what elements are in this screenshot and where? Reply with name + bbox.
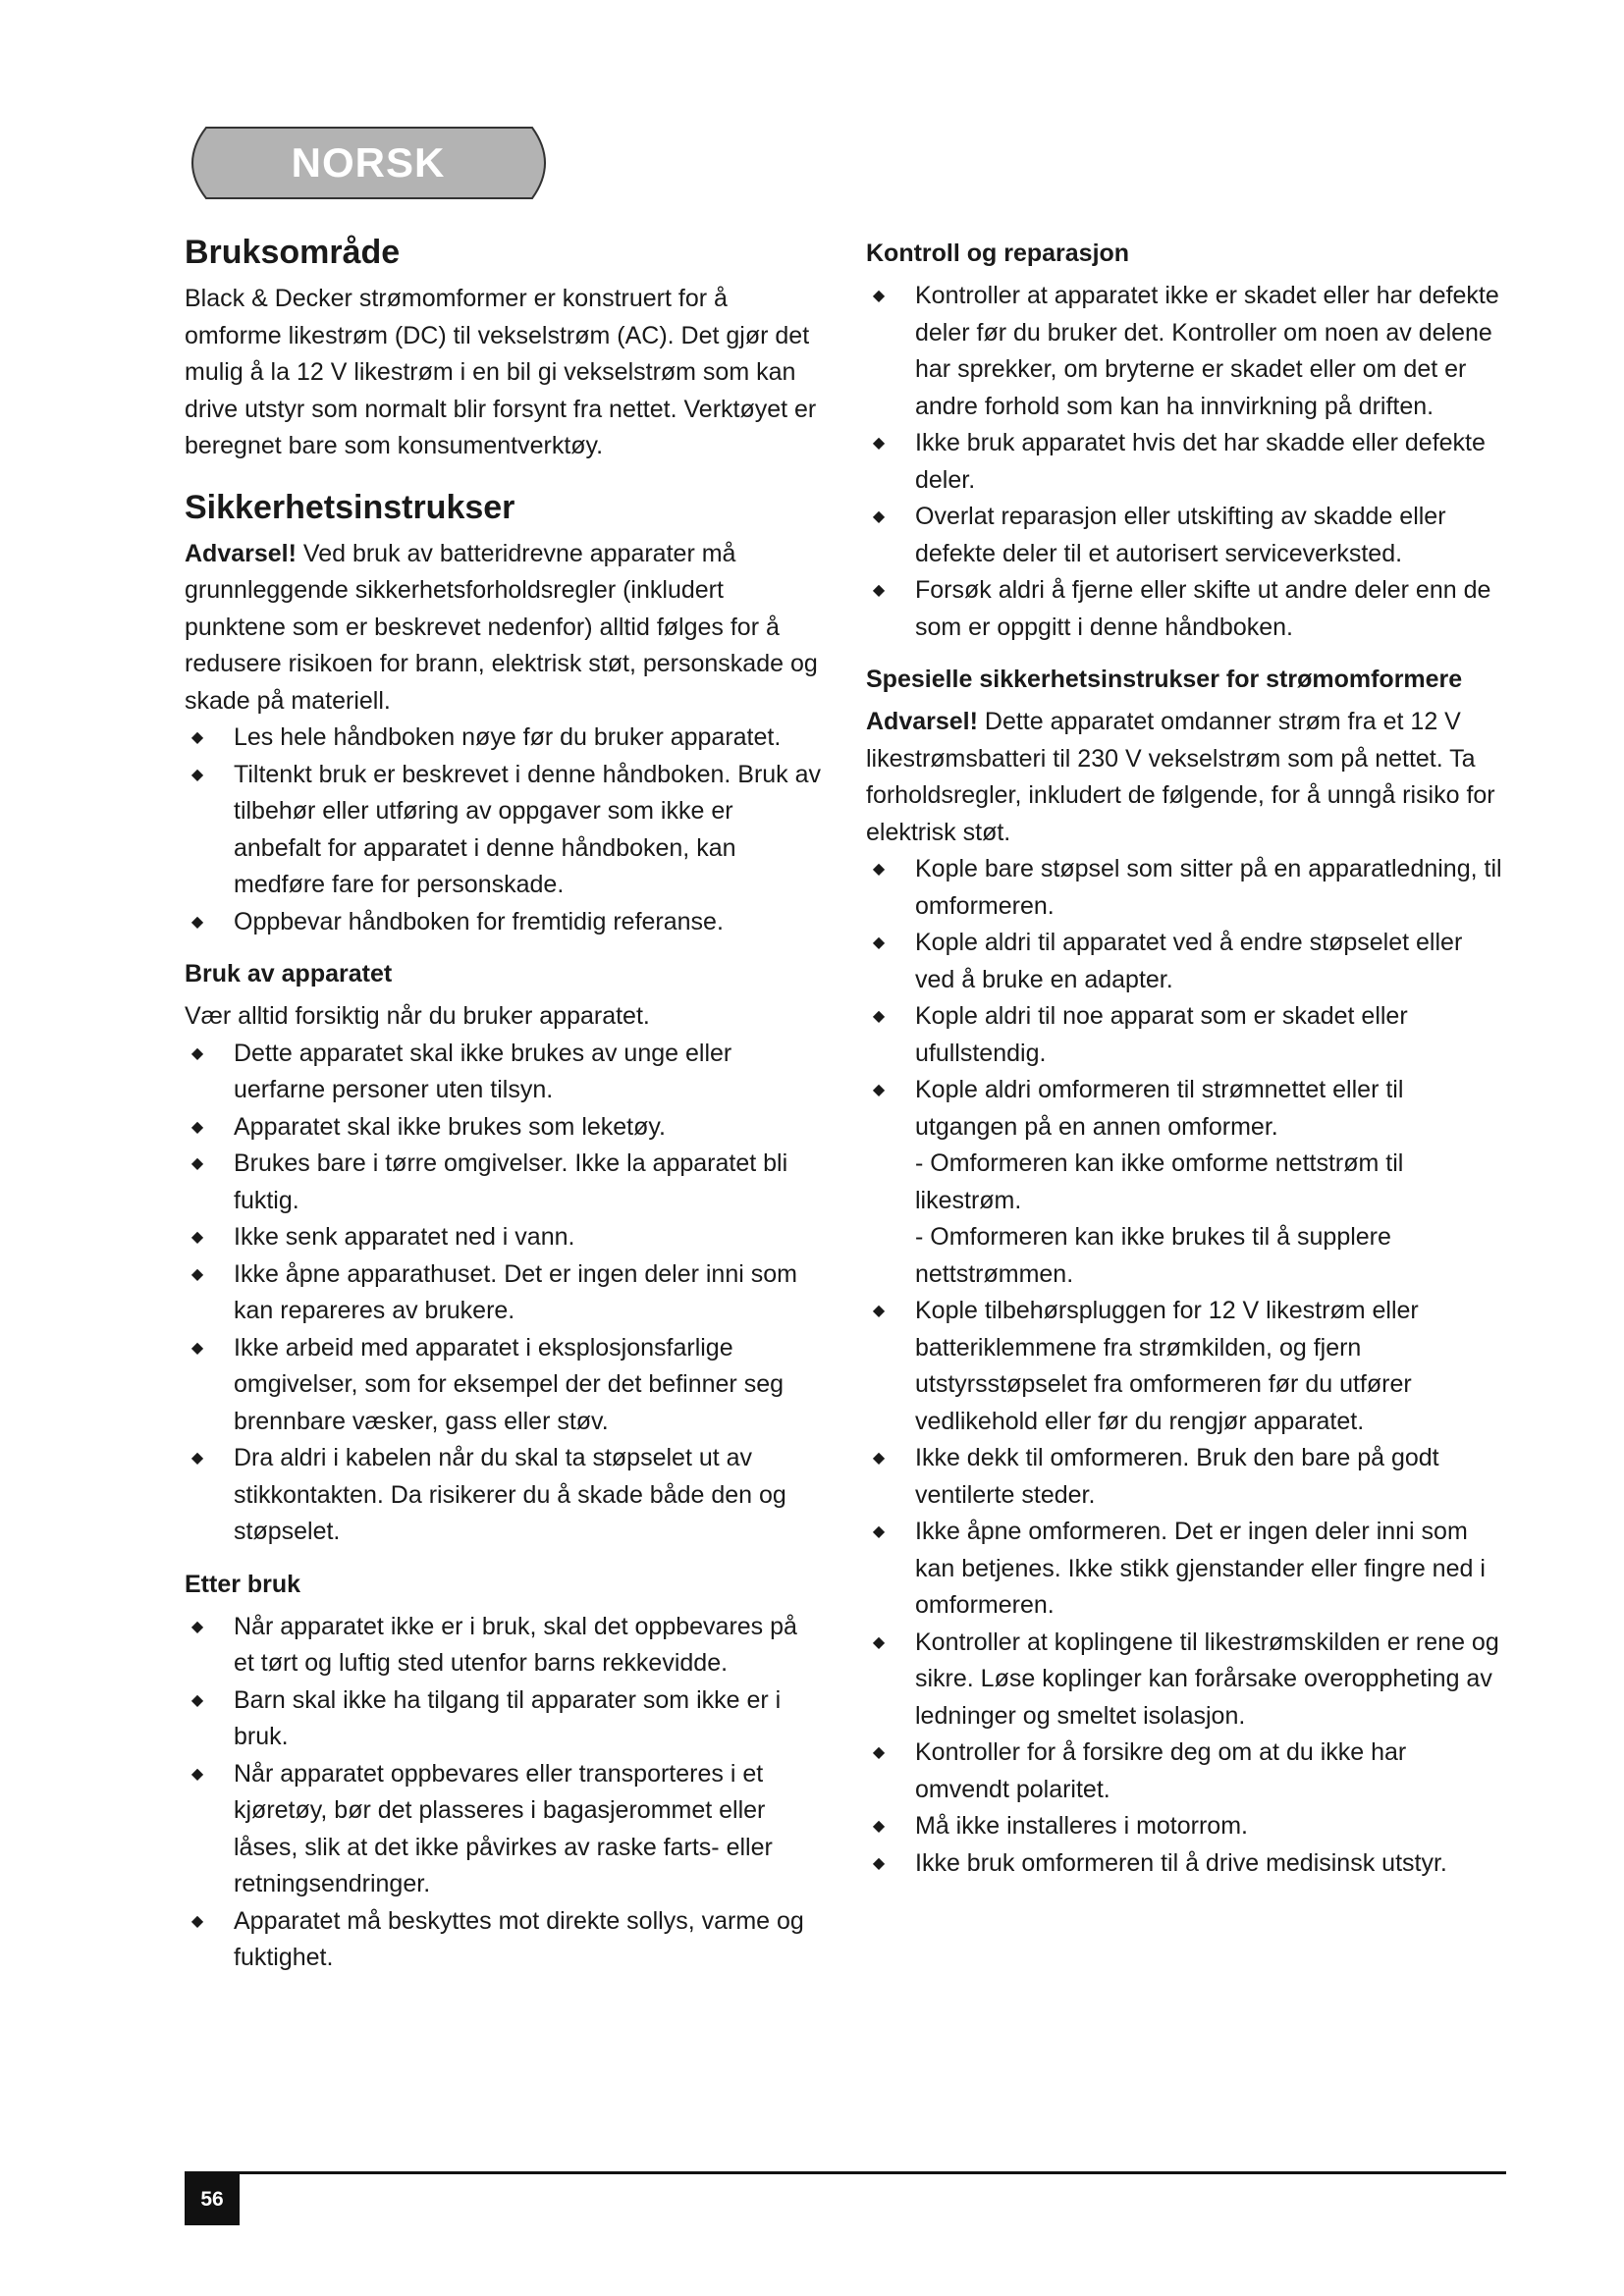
- diamond-bullet-icon: ◆: [872, 1744, 886, 1761]
- list-item: ◆ Apparatet må beskyttes mot direkte sollys, varme og fuktighet.: [185, 1903, 823, 1977]
- diamond-bullet-icon: ◆: [190, 1044, 204, 1062]
- diamond-bullet-icon: ◆: [190, 1265, 204, 1283]
- list-item: ◆ Ikke arbeid med apparatet i eksplosjonsfarlige omgivelser, som for eksempel der det befinner seg brennbare væsker, gass eller støv.: [185, 1330, 823, 1441]
- list-item: ◆ Når apparatet ikke er i bruk, skal det oppbevares på et tørt og luftig sted utenfor barns rekkevidde.: [185, 1609, 823, 1682]
- warning-text: Ved bruk av batteridrevne apparater må grunnleggende sikkerhetsforholdsregler (inkludert punktene som er beskrevet nedenfor) alltid følges for å redusere risikoen for brann, elektrisk støt, personskade og skade på materiell.: [185, 539, 818, 715]
- footer-rule: [185, 2171, 1506, 2174]
- diamond-bullet-icon: ◆: [190, 1118, 204, 1136]
- diamond-bullet-icon: ◆: [872, 1450, 886, 1467]
- list-item: ◆ Ikke bruk apparatet hvis det har skadde eller defekte deler.: [866, 425, 1504, 499]
- list-item: ◆ Ikke dekk til omformeren. Bruk den bare på godt ventilerte steder.: [866, 1440, 1504, 1514]
- list-item: ◆ Ikke åpne apparathuset. Det er ingen deler inni som kan repareres av brukere.: [185, 1256, 823, 1330]
- list-item: ◆ Brukes bare i tørre omgivelser. Ikke la apparatet bli fuktig.: [185, 1146, 823, 1219]
- left-column: [185, 232, 823, 1977]
- list-item: ◆ Les hele håndboken nøye før du bruker apparatet.: [185, 720, 823, 757]
- language-tab-label: NORSK: [291, 139, 446, 186]
- diamond-bullet-icon: ◆: [872, 1818, 886, 1835]
- diamond-bullet-icon: ◆: [872, 1523, 886, 1540]
- use-title: Bruk av apparatet: [185, 960, 393, 988]
- right-column: [866, 236, 1504, 1882]
- list-item: ◆ Overlat reparasjon eller utskifting av skadde eller defekte deler til et autorisert serviceverksted.: [866, 499, 1504, 572]
- language-tab: [177, 126, 560, 200]
- diamond-bullet-icon: ◆: [190, 1618, 204, 1635]
- list-item: ◆ Tiltenkt bruk er beskrevet i denne håndboken. Bruk av tilbehør eller utføring av oppgaver som ikke er anbefalt for apparatet i denne håndboken, kan medføre fare for personskade.: [185, 757, 823, 904]
- safety-title: Sikkerhetsinstrukser: [185, 488, 515, 526]
- diamond-bullet-icon: ◆: [190, 1691, 204, 1709]
- repair-title: Kontroll og reparasjon: [866, 240, 1130, 267]
- diamond-bullet-icon: ◆: [190, 1765, 204, 1783]
- list-item: ◆ Kontroller at apparatet ikke er skadet eller har defekte deler før du bruker det. Kontroller om noen av delene har sprekker, om bryterne er skadet eller om det er andre forhold som kan ha innvirkning på driften.: [866, 278, 1504, 425]
- list-item: ◆ Kople aldri til apparatet ved å endre støpselet eller ved å bruke en adapter.: [866, 925, 1504, 998]
- diamond-bullet-icon: ◆: [190, 1339, 204, 1357]
- diamond-bullet-icon: ◆: [190, 729, 204, 746]
- special-warning-label: Advarsel!: [866, 708, 978, 735]
- list-item: ◆ Dra aldri i kabelen når du skal ta støpselet ut av stikkontakten. Da risikerer du å skade både den og støpselet.: [185, 1440, 823, 1551]
- diamond-bullet-icon: ◆: [872, 288, 886, 304]
- diamond-bullet-icon: ◆: [872, 1303, 886, 1319]
- diamond-bullet-icon: ◆: [872, 508, 886, 525]
- general-safety-list: [185, 720, 823, 940]
- list-item: ◆ Kontroller for å forsikre deg om at du ikke har omvendt polaritet.: [866, 1735, 1504, 1808]
- list-item: ◆ Ikke åpne omformeren. Det er ingen deler inni som kan betjenes. Ikke stikk gjenstander eller fingre ned i omformeren.: [866, 1514, 1504, 1625]
- diamond-bullet-icon: ◆: [872, 1008, 886, 1025]
- repair-list: [866, 278, 1504, 646]
- list-item: ◆ Ikke bruk omformeren til å drive medisinsk utstyr.: [866, 1845, 1504, 1883]
- diamond-bullet-icon: ◆: [190, 1912, 204, 1930]
- list-item: ◆ Forsøk aldri å fjerne eller skifte ut andre deler enn de som er oppgitt i denne håndboken.: [866, 572, 1504, 646]
- diamond-bullet-icon: ◆: [872, 1082, 886, 1098]
- diamond-bullet-icon: ◆: [190, 1450, 204, 1467]
- diamond-bullet-icon: ◆: [872, 1854, 886, 1872]
- after-title: Etter bruk: [185, 1570, 301, 1598]
- list-item: ◆ Kople aldri til noe apparat som er skadet eller ufullstendig.: [866, 998, 1504, 1072]
- use-intro: Vær alltid forsiktig når du bruker apparatet.: [185, 1002, 650, 1030]
- diamond-bullet-icon: ◆: [872, 1633, 886, 1651]
- use-list: [185, 1036, 823, 1551]
- sub-item: - Omformeren kan ikke omforme nettstrøm til likestrøm.: [915, 1149, 1404, 1214]
- list-item: ◆ Kople tilbehørspluggen for 12 V likestrøm eller batteriklemmene fra strømkilden, og fjern utstyrsstøpselet fra omformeren før du utfører vedlikehold eller før du rengjør apparatet.: [866, 1293, 1504, 1440]
- list-item: ◆ Barn skal ikke ha tilgang til apparater som ikke er i bruk.: [185, 1682, 823, 1756]
- diamond-bullet-icon: ◆: [190, 1229, 204, 1246]
- list-item: ◆ Apparatet skal ikke brukes som leketøy.: [185, 1109, 823, 1147]
- list-item: ◆ Dette apparatet skal ikke brukes av unge eller uerfarne personer uten tilsyn.: [185, 1036, 823, 1109]
- diamond-bullet-icon: ◆: [190, 1155, 204, 1172]
- list-item: ◆ Kople bare støpsel som sitter på en apparatledning, til omformeren.: [866, 851, 1504, 925]
- safety-warning: [185, 536, 823, 721]
- diamond-bullet-icon: ◆: [872, 934, 886, 951]
- diamond-bullet-icon: ◆: [872, 435, 886, 452]
- usage-text: Black & Decker strømomformer er konstruert for å omforme likestrøm (DC) til vekselstrøm (AC). Det gjør det mulig å la 12 V likestrøm i en bil gi vekselstrøm som kan drive utstyr som normalt blir forsynt fra nettet. Verktøyet er beregnet bare som konsumentverktøy.: [185, 285, 817, 459]
- list-item: ◆ Oppbevar håndboken for fremtidig referanse.: [185, 904, 823, 941]
- diamond-bullet-icon: ◆: [190, 766, 204, 783]
- special-list: [866, 851, 1504, 1882]
- special-title: Spesielle sikkerhetsinstrukser for strømomformere: [866, 666, 1463, 693]
- list-item: ◆ Kople aldri omformeren til strømnettet eller til utgangen på en annen omformer. - Omformeren kan ikke omforme nettstrøm til likestrøm. - Omformeren kan ikke brukes til å supplere nettstrømmen.: [866, 1072, 1504, 1293]
- special-warning: [866, 704, 1504, 851]
- diamond-bullet-icon: ◆: [190, 913, 204, 931]
- sub-item: - Omformeren kan ikke brukes til å supplere nettstrømmen.: [915, 1223, 1391, 1288]
- after-use-list: [185, 1609, 823, 1977]
- diamond-bullet-icon: ◆: [872, 861, 886, 878]
- special-warning-text: Dette apparatet omdanner strøm fra et 12 V likestrømsbatteri til 230 V vekselstrøm som på nettet. Ta forholdsregler, inkludert de følgende, for å unngå risiko for elektrisk støt.: [866, 708, 1495, 846]
- list-item: ◆ Kontroller at koplingene til likestrømskilden er rene og sikre. Løse koplinger kan forårsake overoppheting av ledninger og smeltet isolasjon.: [866, 1625, 1504, 1735]
- list-item: ◆ Ikke senk apparatet ned i vann.: [185, 1219, 823, 1256]
- usage-title: Bruksområde: [185, 234, 401, 271]
- list-item: ◆ Må ikke installeres i motorrom.: [866, 1808, 1504, 1845]
- list-item: ◆ Når apparatet oppbevares eller transporteres i et kjøretøy, bør det plasseres i bagasjerommet eller låses, slik at det ikke påvirkes av raske farts- eller retningsendringer.: [185, 1756, 823, 1903]
- page-number: 56: [185, 2174, 240, 2225]
- diamond-bullet-icon: ◆: [872, 582, 886, 599]
- warning-label: Advarsel!: [185, 539, 297, 567]
